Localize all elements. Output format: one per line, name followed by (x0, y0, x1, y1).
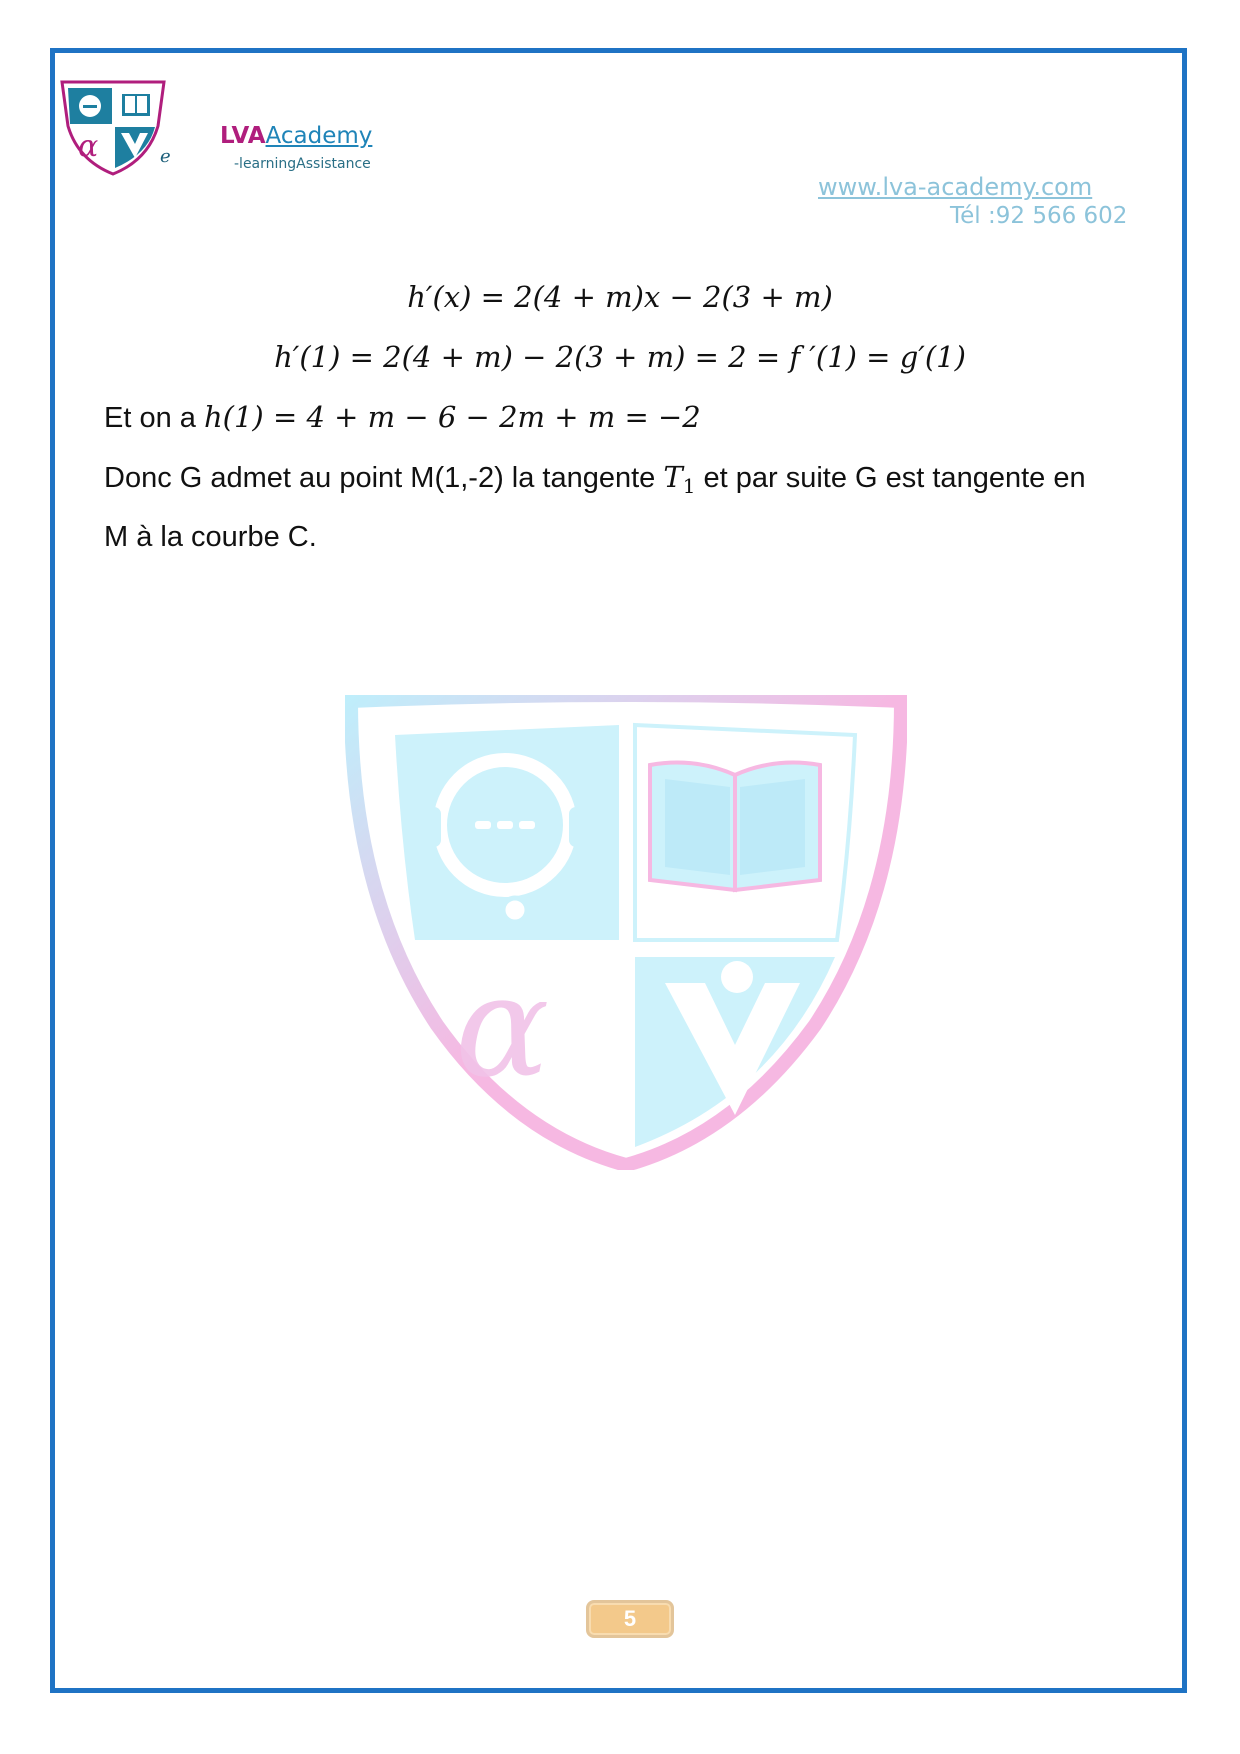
website-link[interactable]: www.lva-academy.com (818, 173, 1093, 201)
brand-subtitle: -learningAssistance (234, 156, 371, 172)
text-et-on-a: Et on a (104, 402, 204, 434)
text-line-tangent (104, 460, 1086, 498)
text-donc: Donc G admet au point M(1,-2) la tangente (104, 462, 664, 494)
page-number-badge: 5 (586, 1600, 674, 1638)
equation-h-prime-x: h′(x) = 2(4 + m)x − 2(3 + m) (407, 280, 833, 314)
text-tangente-en: et par suite G est tangente en (695, 462, 1086, 494)
logo-lettering: e (160, 146, 171, 167)
watermark-logo-icon (345, 695, 907, 1170)
brand-academy[interactable]: Academy (265, 123, 373, 149)
svg-text:α: α (455, 946, 550, 1109)
symbol-T-subscript: 1 (682, 474, 696, 498)
equation-h-prime-1: h′(1) = 2(4 + m) − 2(3 + m) = 2 = f ′(1) = g′(1) (274, 340, 966, 374)
phone-number: Tél :92 566 602 (950, 203, 1128, 229)
text-line-h1 (104, 400, 701, 435)
svg-text:α: α (78, 129, 99, 164)
symbol-T: T (663, 460, 683, 494)
equation-h-1: h(1) = 4 + m − 6 − 2m + m = −2 (203, 400, 701, 434)
text-line-courbe: M à la courbe C. (104, 521, 317, 553)
brand-name (220, 122, 372, 150)
lva-logo-icon (58, 78, 168, 176)
brand-lva: LVA (220, 123, 266, 149)
